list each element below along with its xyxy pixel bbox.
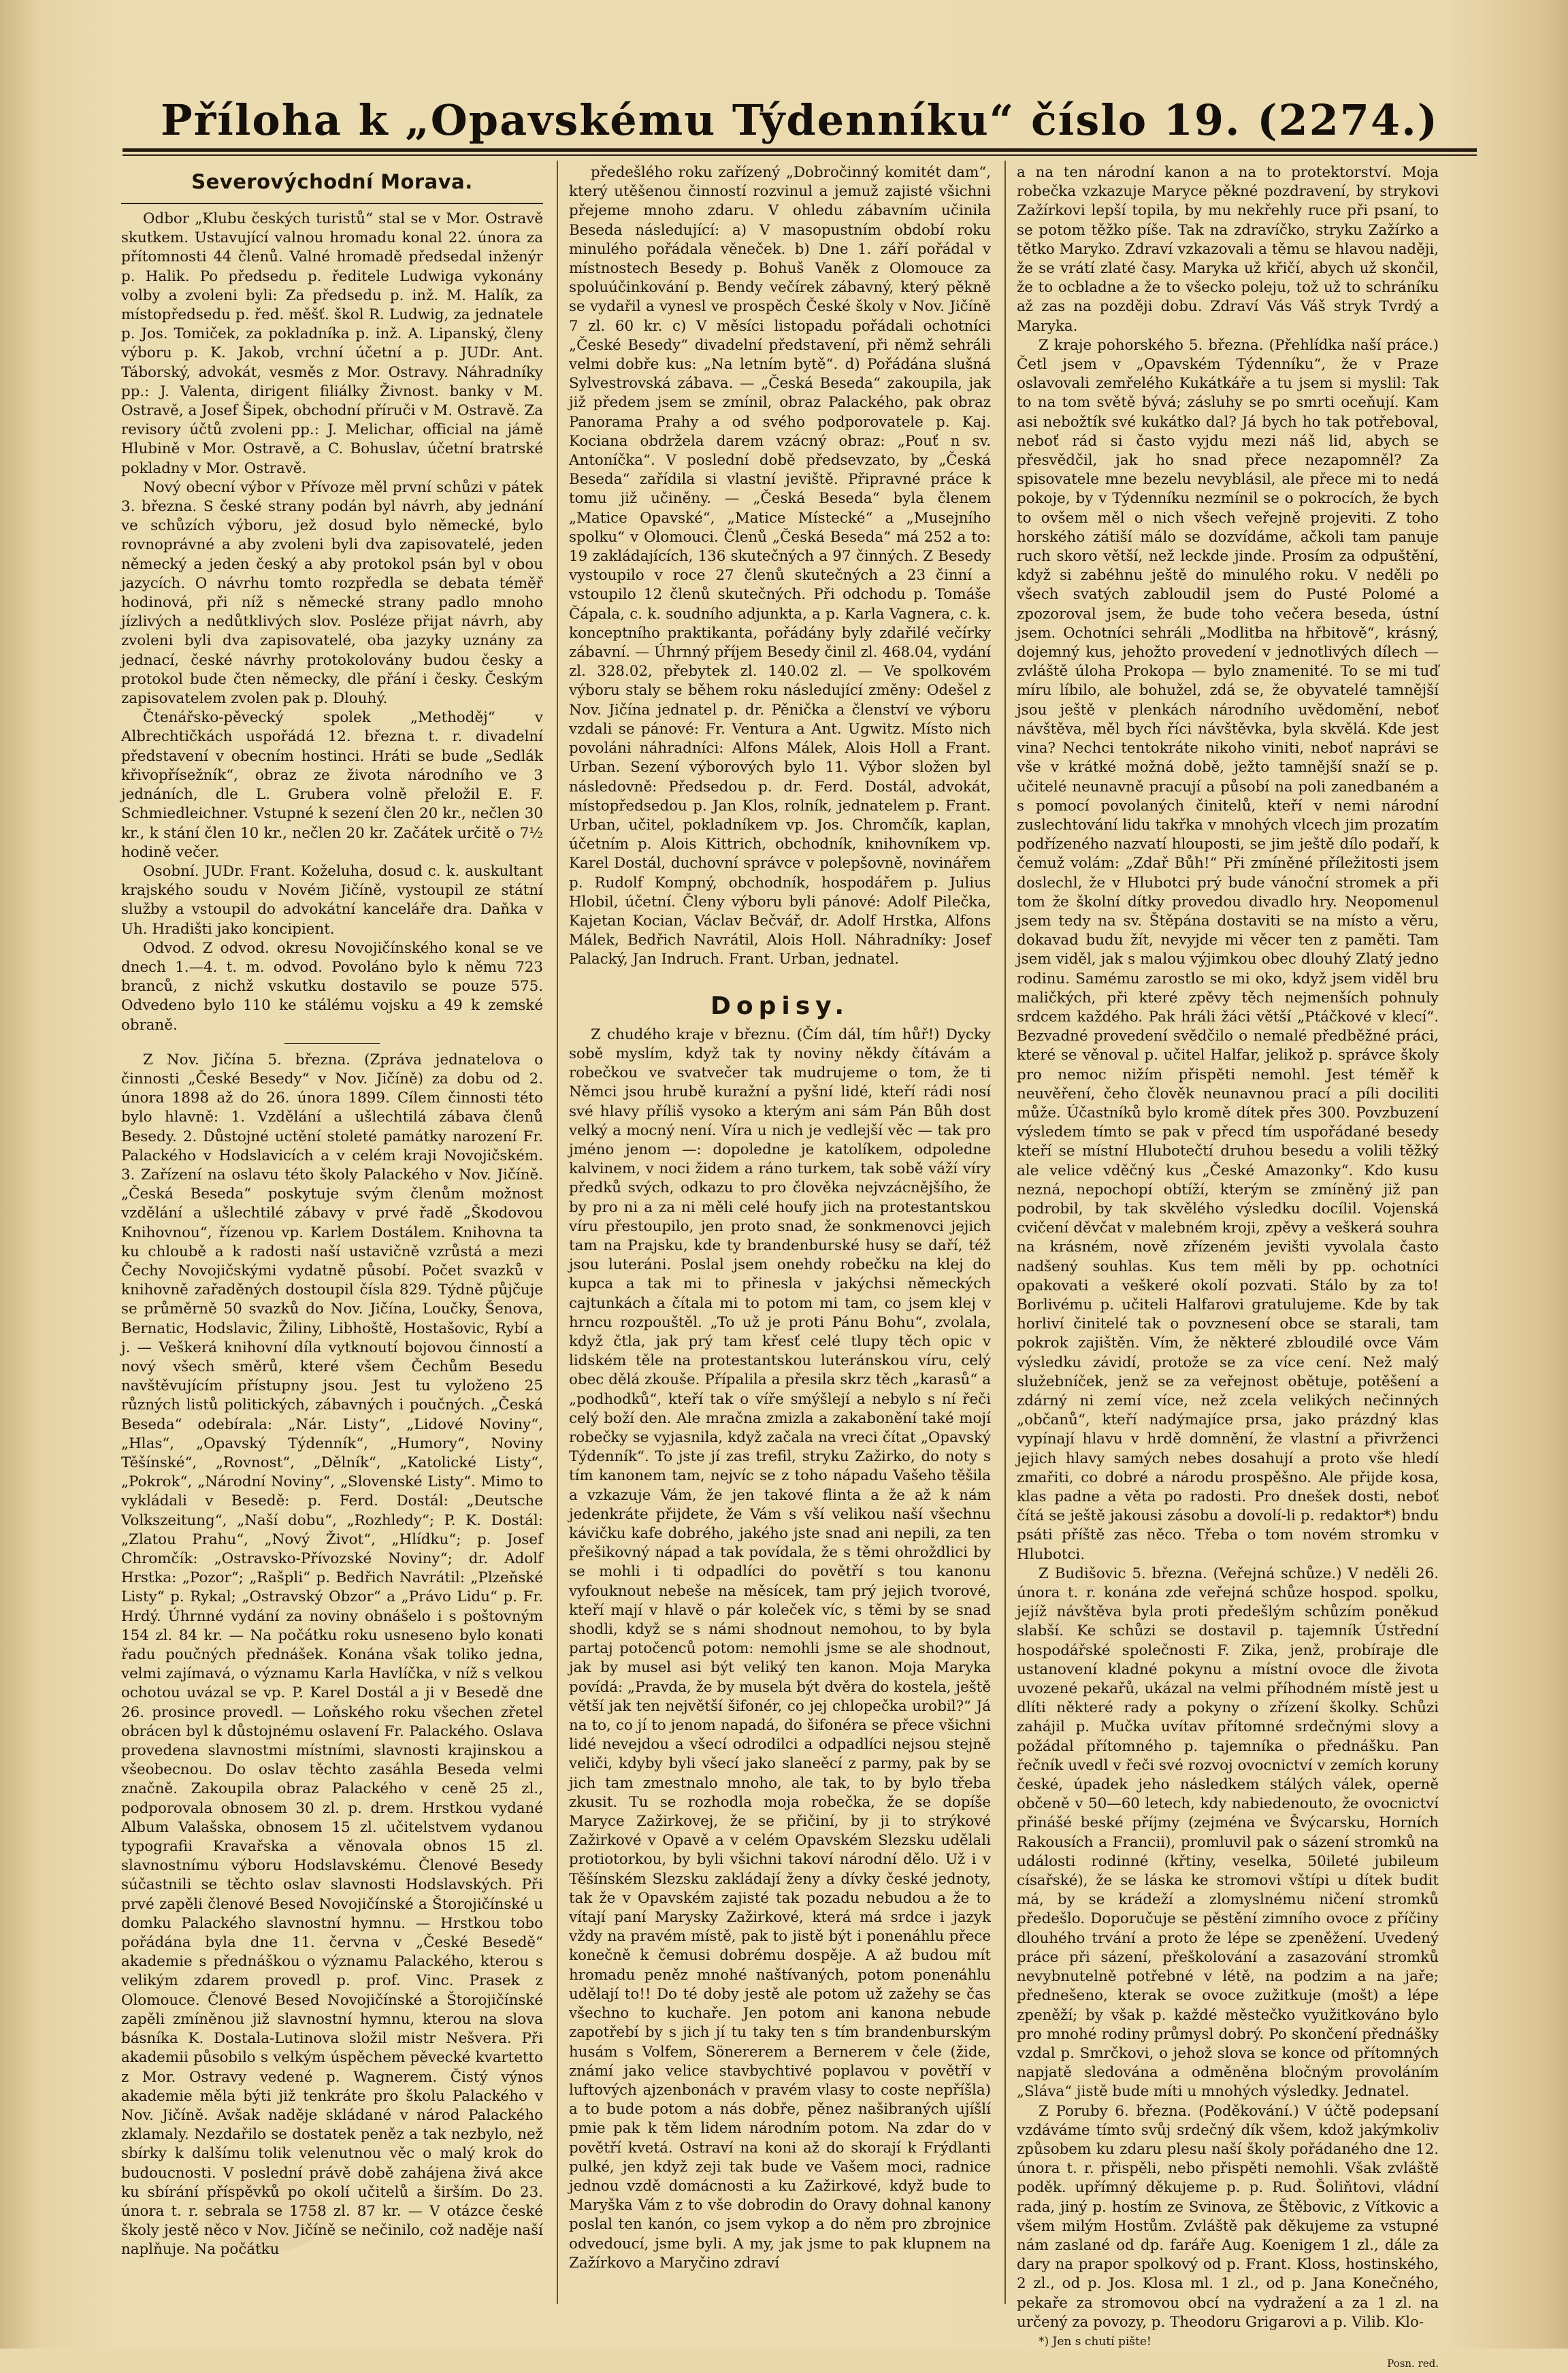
article-nov-jicin: Z Nov. Jičína 5. března. (Zpráva jednatelova o činnosti „České Besedy“ v Nov. Jičíně) za dobu od 2. února 1898 až do 26. února 1899. Cílem činnosti této bylo hlavně: 1. Vzdělání a ušlechtilá zábava členů Besedy. 2. Důstojné uctění stoleté památky narození Fr. Palackého v Hodslavicích a v celém kraji Novojičském. 3. Zařízení na oslavu této školy Palackého v Nov. Jičíně. „Česká Beseda“ poskytuje svým členům možnost vzdělání a ušlechtilé zábavy v prvé řadě „Škodovou Knihovnou“, řízenou vp. Karlem Dostálem. Knihovna ta ku chloubě a k radosti naší ustavičně vzrůstá a mezi Čechy Novojičskými vydatně působí. Počet svazků v knihovně zařaděných dostoupil čísla 829. Týdně půjčuje se průměrně 50 svazků do Nov. Jičína, Loučky, Šenova, Bernatic, Hodslavic, Žiliny, Libhoště, Hostašovic, Rybí a j. — Veškerá knihovní díla vytknoutí bojovou činností a nový všech směrů, které všem Čechům Besedu navštěvujícím přístupny jsou. Jest tu vyloženo 25 různých listů politických, zábavných i poučných. „Česká Beseda“ odebírala: „Nár. Listy“, „Lidové Noviny“, „Hlas“, „Opavský Týdenník“, „Humory“, Noviny Těšínské“, „Rovnost“, „Dělník“, „Katolické Listy“, „Pokrok“, „Národní Noviny“, „Slovenské Listy“. Mimo to vykládali v Besedě: p. Ferd. Dostál: „Deutsche Volkszeitung“, „Naší dobu“, „Rozhledy“; P. K. Dostál: „Zlatou Prahu“, „Nový Život“, „Hlídku“; p. Josef Chromčík: „Ostravsko-Přívozské Noviny“; dr. Adolf Hrstka: „Pozor“; „Rašpli“ p. Bedřich Navrátil: „Plzeňské Listy“ p. Rykal; „Ostravský Obzor“ a „Právo Lidu“ p. Fr. Hrdý. Úhrnné vydání za noviny obnášelo i s poštovným 154 zl. 84 kr. — Na počátku roku usneseno bylo konati řadu poučných přednášek. Konána však toliko jedna, velmi zajímavá, o významu Karla Havlíčka, v níž s velkou ochotou uvázal se vp. P. Karel Dostál a ji v Besedě dne 26. prosince provedl. — Loňského roku všechen zřetel obrácen byl k důstojnému oslavení Fr. Palackého. Oslava provedena slavnostmi místními, slavnosti krajinskou a všeobecnou. Do oslav těchto zasáhla Beseda velmi značně. Zakoupila obraz Palackého v ceně 25 zl., podporovala obnosem 30 zl. p. drem. Hrstkou vydané Album Valašska, obnosem 15 zl. učitelstvem vydanou typografii Kravařska a věnovala obnos 15 zl. slavnostnímu výboru Hodslavskému. Členové Besedy súčastnili se těchto oslav slavnosti Hodslavských. Při prvé zapěli členové Besed Novojičínské a Štorojičínské u domku Palackého slavnostní hymnu. — Hrstkou tobo pořádána byla dne 11. června v „České Besedě“ akademie s přednáškou o významu Palackého, kterou s velikým zdarem provedl p. prof. Vinc. Prasek z Olomouce. Členové Besed Novojičínské a Štorojičínské zapěli zmíněnou již slavnostní hymnu, kterou na slova básníka K. Dostala-Lutinova složil mistr Nešvera. Při akademii působilo s velkým úspěchem pěvecké kvartetto z Mor. Ostravy vedené p. Wagnerem. Čistý výnos akademie měla býti již tenkráte pro školu Palackého v Nov. Jičíně. Avšak naděje skládané v národ Palackého zklamaly. Nezdařilo se dostatek peněz a tak nezbylo, než sbírky k dalšímu tolik velenutnou věc o malý krok do budoucnosti. V poslední právě době zahájena živá akce ku sbírání příspěvků po okolí učitelů a širším. Do 23. února t. r. sebrala se 1758 zl. 87 kr. — V otázce české školy jestě něco v Nov. Jičíně se nečinilo, což naděje naší naplňuje. Na počátku [121, 1051, 543, 2259]
column-separator [557, 161, 558, 2304]
article-nov-jicin-continued: předešlého roku zařízený „Dobročinný komitét dam“, který utěšenou činností rozvinul a jemuž zajisté všichni přejeme mnoho zdaru. V ohledu zábavním učinila Beseda následující: a) V masopustním období roku minulého pořádala věneček. b) Dne 1. září pořádal v místnostech Besedy p. Bohuš Vaněk z Olomouce za spoluúčinkování p. Bendy večírek zábavný, který pěkně se vydařil a vynesl ve prospěch České školy v Nov. Jičíně 7 zl. 60 kr. c) V měsíci listopadu pořádali ochotníci „České Besedy“ divadelní představení, při němž sehráli velmi dobře kus: „Na letním bytě“. d) Pořádána slušná Sylvestrovská zábava. — „Česká Beseda“ zakoupila, jak již předem jsem se zmínil, obraz Palackého, pak obraz Panorama Prahy a od svého podporovatele p. Kaj. Kociana obdržela darem vzácný obraz: „Pouť n sv. Antoníčka“. V poslední době předsevzato, by „Česká Beseda“ zařídila si vlastní jeviště. Připravné práce k tomu již učiněny. — „Česká Beseda“ byla členem „Matice Opavské“, „Matice Místecké“ a „Musejního spolku“ v Olomouci. Členů „Česká Beseda“ má 252 a to: 19 zakládajících, 136 skutečných a 97 činných. Z Besedy vystoupilo v roce 27 členů skutečných a 23 činní a vstoupilo 12 členů skutečných. Při odchodu p. Tomáše Čápala, c. k. soudního adjunkta, a p. Karla Vagnera, c. k. konceptního praktikanta, pořádány byly zdařilé večírky zábavní. — Úhrnný příjem Besedy činil zl. 468.04, vydání zl. 328.02, přebytek zl. 140.02 zl. — Ve spolkovém výboru staly se během roku následující změny: Odešel z Nov. Jičína jednatel p. dr. Pěnička a členství ve výboru vzdali se pánové: Fr. Ventura a Ant. Ugwitz. Místo nich povoláni náhradníci: Alfons Málek, Alois Holl a Frant. Urban. Sezení výborových bylo 11. Výbor složen byl následovně: Předsedou p. dr. Ferd. Dostál, advokát, místopředsedou p. Jan Klos, rolník, jednatelem p. Frant. Urban, učitel, pokladníkem vp. Jos. Chromčík, kaplan, účetním p. Alois Kittrich, obchodník, knihovníkem vp. Karel Dostál, duchovní správce v polepšovně, novinářem p. Rudolf Kompný, obchodník, hospodářem p. Julius Hlobil, účetní. Členy výboru byli pánové: Adolf Pilečka, Kajetan Kocian, Václav Bečvář, dr. Adolf Hrstka, Alfons Málek, Bedřich Navrátil, Alois Holl. Náhradníky: Josef Palacký, Jan Indruch. Frant. Urban, jednatel. [569, 164, 991, 968]
article-z-budisovic: Z Budišovic 5. března. (Veřejná schůze.) V neděli 26. února t. r. konána zde veřejná schůze hospod. spolku, jejíž návštěva byla proti předešlým schůzím poněkud slabší. Ke schůzi se dostavil p. tajemník Ústřední hospodářské společnosti F. Zika, jenž, probíraje dle ustanovení kladné pokynu a místní ovoce dle života uvozené pekařů, ukázal na velmi příhodném místě jest u dlíti některé rady a pokyny o zřízení školky. Schůzi zahájil p. Mučka uvítav přítomné srdečnými slovy a požádal přítomného p. tajemníka o přednášku. Pan řečník uvedl v řeči své rozvoj ovocnictví v zemích koruny české, úpadek jeho následkem stálých válek, operně občeně v 50—60 letech, kdy nabiedenouto, že ovocnictví přinášé beské příjmy (zejména ve Švýcarsku, Horních Rakousích a Francii), promluvil pak o sázení stromků na události rodinné (křtiny, veselka, 50ileté jubileum císařské), že se láska ke stromovi vštípi u dítek budit má, by se krádeží a zlomyslnému ničení stromků předešlo. Doporučuje se pěstění zimního ovoce z příčiny dlouhého trvání a proto že lépe se zpeněžení. Uvedený práce při sázení, přeškolování a zasazování stromků nevybnutelně potřebné v létě, na podzim a na jaře; přednešeno, kterak se ovoce zužitkuje (mošt) a lépe zpeněží; by však p. každé městečko využitkováno bylo pro mnohé rodiny průmysl dobrý. Po skončení přednášky vzdal p. Smrčkovi, o jehož slova se konce od přítomných napjatě sledována a odměněna bločným provoláním „Sláva“ jistě bude míti u mnohých výsledky. Jednatel. [1017, 1565, 1439, 2101]
article-privoz-vybor: Nový obecní výbor v Přívoze měl první schůzi v pátek 3. března. S české strany podán byl návrh, aby jednání ve schůzích výboru, jež dosud bylo německé, bylo rovnoprávné a aby zvoleni byli dva zapisovatelé, jeden německý a jeden český a aby protokol psán byl v obou jazycích. O návrhu tomto rozpředla se debata téměř hodinová, při níž s německé strany padlo mnoho jízlivých a nedůtklivých slov. Posléze přijat návrh, aby zvoleni byli dva zapisovatelé, oba jazyky uznány za jednací, české návrhy protokolovány budou česky a protokol bude čten německy, dle přání i česky. Českým zapisovatelem zvolen pak p. Dlouhý. [121, 478, 543, 708]
masthead-rule-thin [122, 154, 1477, 156]
article-chudy-kraj-continued: a na ten národní kanon a na to protektorství. Moja robečka vzkazuje Maryce pěkné pozdravení, by strykovi Zažírkovi lepší topila, by mu nekřehly ruce při psaní, to se potom těžko píše. Tak na zdravíčko, stryku Zažírko a tětko Maryko. Zdraví vzkazovali a těmu se hlavou naději, že se vrátí zlaté časy. Maryka už křičí, abych už skončil, že to ocbladne a že to všecko poleju, tož už to schráníku až zas na později dobu. Zdraví Vás Váš stryk Tvrdý a Maryka. [1017, 164, 1439, 335]
article-klub-turistu: Odbor „Klubu českých turistů“ stal se v Mor. Ostravě skutkem. Ustavující valnou hromadu konal 22. února za přítomnosti 44 členů. Valné hromadě předsedal inženýr p. Halik. Po předsedu p. ředitele Ludwiga vykonány volby a zvoleni byli: Za předsedu p. inž. M. Halík, za místopředsedu p. řed. měšť. škol R. Ludwig, za jednatele p. Jos. Tomiček, za pokladníka p. inž. A. Lipanský, členy výboru p. K. Jakob, vrchní účetní a p. JUDr. Ant. Táborský, advokát, vesměs z Mor. Ostravy. Náhradníky pp.: J. Valenta, dirigent filiálky Živnost. banky v M. Ostravě, a Josef Šipek, obchodní příruči v M. Ostravě. Za revisory účtů zvoleni pp.: J. Melichar, official na jámě Hlubině v Mor. Ostravě, a C. Bohuslav, účetní bratrské pokladny v Mor. Ostravě. [121, 210, 543, 477]
section-heading-severovychodni-morava: Severovýchodní Morava. [191, 170, 473, 193]
masthead-rule [122, 148, 1477, 152]
article-odvod: Odvod. Z odvod. okresu Novojičínského konal se ve dnech 1.—4. t. m. odvod. Povoláno bylo k němu 723 branců, z nichž vskutku dostavilo se pouze 575. Odvedeno bylo 110 ke stálému vojsku a 49 k zemské obraně. [121, 939, 543, 1034]
masthead-title: Příloha k „Opavskému Týdenníku“ číslo 19. (2274.) [160, 95, 1439, 145]
column-separator [1004, 161, 1006, 2304]
footnote: *) Jen s chutí pište! [1039, 2334, 1152, 2349]
article-z-poruby: Z Poruby 6. března. (Poděkování.) V účtě podepsaní vzdáváme tímto svůj srdečný dík všem, kdož jakýmkoliv způsobem ku zdaru plesu naší školy pořádaného dne 12. února t. r. přispěli, nebo přispěti nemohli. Však zvláště poděk. upřímný děkujeme p. p. Rud. Šoliňtovi, vládní rada, jiný p. hostím ze Svinova, ze Štěbovic, z Vítkovic a všem milým Hostům. Zvláště pak děkujeme za vstupné nám zaslané od dp. faráře Aug. Koenigem 1 zl., dále za dary na prapor spolkový od p. Frant. Kloss, hostinského, 2 zl., od p. Jos. Klosa ml. 1 zl., od p. Jana Konečného, pekaře za stromovou obcí na vydražení a za 1 zl. na určený za povozy, p. Theodoru Grigarovi a p. Vilib. Klo- [1017, 2102, 1439, 2331]
column-1 [121, 163, 543, 2300]
footnote-signature: Posn. red. [1387, 2357, 1439, 2370]
column-3 [1017, 163, 1439, 2370]
section-rule [121, 203, 543, 204]
article-z-chudeho-kraje: Z chudého kraje v březnu. (Čím dál, tím hůř!) Dycky sobě myslím, když tak ty noviny někdy čítávám a robečkou ve svatvečer tak mudrujeme o tom, že ti Němci jsou hrubě kuražní a pyšní lidé, kteří rádi nosí své hlavy příliš vysoko a kterým ani sám Pán Bůh dost velký a mocný není. Víra u nich je vedlejší věc — tak pro jméno jenom —: dopoledne je katolíkem, odpoledne kalvinem, v noci židem a ráno turkem, tak sobě váží víry předků svých, odkazu to pro člověka nejvzácnějšího, že by pro ni a za ni měli celé houfy jich na protestantskou víru přestoupilo, jen proto snad, že sonkmenovci jejich tam na Prajsku, kde ty brandenburské husy se daří, též jsou luteráni. Poslal jsem onehdy robečku na klej do kupca a tak mi to přinesla v jakýchsi německých cajtunkách a čítala mi to potom mi tam, co jsem klej v hrncu rozpouštěl. „To už je proti Pánu Bohu“, zvolala, když čtla, jak prý tam křesť celé tlupy těch opic v lidském těle na protestantskou luteránskou víru, celý obec dělá zkouše. Přípalila a přesila skrz těch „karasů“ a „podhodků“, kteří tak o víře smýšlejí a nebylo s ní řeči celý boží den. Ale mračna zmizla a zakabonění také mojí robečky se vyjasnila, když začala na vreci čítat „Opavský Týdenník“. To jste jí zas trefil, stryku Zažirko, do noty s tím kanonem tam, nejvíc se z toho nápadu Vašeho těšila a vzkazuje Vám, že jen takové flinta a že až k nám jedenkráte přijdete, že Vám s vší velikou naší všechnu kávičku kafe dobrého, jakého jste snad ani nepili, za ten přešikovný nápad a tak povídala, že s těmi ohroždlici by se mohli i ti odpadlíci do povětří s tou kanonu vyfouknout nebeše na měsícek, tam prý jejich tvorové, kteří mají v hlavě o pár koleček víc, s těmi by se snad shodli, když se s námi shodnout nemohou, to by byla partaj potočenců potom: nemohli jsme se ale shodnout, jak by musel asi být veliký ten kanon. Moja Maryka povídá: „Pravda, že by musela být dvěra do kostela, ještě větší jak ten největší šifonér, co jej chlopečka urobil?“ Já na to, co jí to jenom napadá, do šifonéra se přece všichni lidé nevejdou a všecí odrodilci a odpadlíci nejsou stejně veliči, kdyby byli všecí jako slaneěcí z parmy, pak by se jich tam zmestnalo mnoho, ale tak, to by bylo třeba zkusit. Tu se rozhodla moja robečka, že se dopíše Maryce Zažirkovej, že se přičiní, by ji to strýkové Zažirkové v Opavě a v celém Opavském Slezsku udělali protiotorkou, by byli všichni takoví národní dělo. Už i v Těšínském Slezsku zakládají ženy a dívky české jednoty, tak že v Opavském zajisté tak pozadu nebudou a že to vítají paní Marysky Zažirkové, která má srdce i jazyk vždy na pravém místě, pak to jistě být i ponenáhlu přece konečně k čemusi dobrému dospěje. A až budou mít hromadu peněz mnohé naštívaných, potom ponenáhlu udělají to!! Do té doby jestě ale potom už zažehy se čas všechno to kuchaře. Jen potom ani kanona nebude zapotřebí by s jich jí tu taky ten s tím brandenburským husám s Volfem, Sönererem a Bernerem v čele (žide, známí jako velice stavbychtivé poplavou v povětří v luftových ajzenbonách v pravém vlasy to coste nepříšla) a to bude potom a nás dobře, pěnez našibraných ujíšlí pmie pak k těm lidem národním potom. Na zdar do v povětří kvetá. Ostraví na koni až do skorají k Frýdlanti pulké, jen když zeji tak bude ve Vašem moci, radnice jednou vzdě domácnosti a ku Zažirkové, když bude to Maryška Vám z to vše dobrodin do Oravy dohnal kanony poslal ten kanón, co jsem vykop a do něm pro zbrojnice odvedoucí, jsme byli. A my, jak jsme to pak klupnem na Zažírkovo a Maryčino zdraví [569, 1026, 991, 2272]
article-methodej: Čtenářsko-pěvecký spolek „Methoděj“ v Albrechtičkách uspořádá 12. března t. r. divadelní představení v obecním hostinci. Hráti se bude „Sedlák křivopřísežník“, obraz ze života národního ve 3 jednáních, dle L. Grubera volně přeložil E. F. Schmiedleichner. Vstupné k sezení člen 20 kr., nečlen 30 kr., k stání člen 10 kr., nečlen 20 kr. Začátek určitě o 7½ hodině večer. [121, 709, 543, 861]
article-z-kraje-pohorskeho: Z kraje pohorského 5. března. (Přehlídka naší práce.) Četl jsem v „Opavském Týdenníku“, že v Praze oslavovali zemřelého Kukátkáře a tu jsem si myslil: Tak to na tom světě bývá; zásluhy se po smrti oceňují. Kam asi nebožtík své kukátko dal? Já bych ho tak potřeboval, neboť rád si často vyjdu mezi náš lid, abych se přesvědčil, jak ho snad přece nezapomněl? Za spisovatele mne bezelu nevyblásil, ale přece mi to nedá pokoje, by v Týdenníku nezmínil se o pokrocích, že bych to ovšem měl o nich všech veřejně projeviti. Z toho horského zátiší málo se dozvídáme, ačkoli tam panuje ruch skoro větší, než leckde jinde. Prosím za odpuštění, když si zabéhnu ještě do minulého roku. V neděli po všech svatých zabloudil jsem do Pusté Polomé a zpozoroval jsem, že bude toho večera beseda, ústní jsem. Ochotníci sehráli „Modlitba na hřbitově“, krásný, dojemný kus, jehožto provedení v jednotlivých dílech — zvláště úloha Prokopa — bylo znamenité. To se mi tuď míru líbilo, ale bohužel, zdá se, že obyvatelé tamnější jsou ještě v plenkách národního uvědomění, neboť návštěva, měl bych říci návštěvka, byla skvělá. Kde jest vina? Nechci tentokráte nikoho viniti, neboť naprávi se vše v krátké možná době, ježto tamnější snaží se p. učitelé neunavně pracují a působí na poli zanedbaném a s pomocí povolaných činitelů, kteří v nemi národní zuslechtování lidu takřka v mnohých vlcech jim prozatím podřízeného nazvatí hlouposti, se jim ještě dílo podaří, k čemuž volám: „Zdař Bůh!“ Při zmíněné příležitosti jsem doslechl, že v Hlubotci prý bude vánoční stromek a při tom že školní dítky provedou divadlo hry. Neopomenul jsem tedy na sv. Štěpána dostaviti se na místo a věru, dokavad budu žít, nevyjde mi věcer ten z paměti. Tam jsem viděl, jak s malou výjimkou obec dlouhý Zlatý jedno rodinu. Samému zarostlo se mi oko, když jsem viděl bru maličkých, při které zpěvy těch nejmenších pohnuly srdcem každého. Pak hráli žáci větší „Ptáčkové v klecí“. Bezvadné provedení svědčilo o nemalé předběžné práci, které se věnoval p. učitel Halfar, jelikož p. správce školy pro nemoc nižím přispěti nemohl. Jest téměř k neuvěření, čeho člověk neunavnou prací a píli dociliti může. Účastníků bylo kromě dítek přes 300. Povzbuzení výsledem tímto se pak v přecd tím uspořádané besedy kteří se místní Hlubotečtí druhou besedu a volili těžký ale velice vděčný kus „České Amazonky“. Kdo kusu nezná, nepochopí obtíží, kterým se zmíněný již pan podrobil, by tak skvělého výsledku docílil. Vojenská cvičení děvčat v malebném kroji, zpěvy a veškerá souhra na krásném, nově zřízeném jevišti vyvolala často nadšený souhlas. Kus tem měli by pp. ochotníci opakovati a veškeré okolí pozvati. Stálo by za to! Borlivému p. učiteli Halfarovi gratulujeme. Kde by tak horliví činitelé tak o povznesení obce se starali, tam pokrok zajištěn. Vím, že některé zbloudilé ovce Vám výsledku závidí, protože se za více cení. Než malý služebníček, jenž se za veřejnost obětuje, potěšení a zdárný ni zemí více, než zcela velikých nečinných „občanů“, kteří nadýmajíce prsa, jako prázdný klas vypínají hlavu v hrdě domnění, že vlastní a přivrženci jejich hlavy samých nebes dosahují a proto vše hledí zmařiti, co dobré a národu prospěšno. Ale přijde kosa, klas padne a věta po radosti. Pro dnešek dosti, neboť čítá se ještě jakousi zásobu a dovolí-li p. redaktor*) bndu psáti příště zas něco. Třeba o tom novém stromku v Hlubotci. [1017, 336, 1439, 1563]
column-2 [569, 163, 991, 2300]
article-osobni: Osobní. JUDr. Frant. Koželuha, dosud c. k. auskultant krajského soudu v Novém Jičíně, vystoupil ze státní služby a vstoupil do advokátní kanceláře dra. Daňka v Uh. Hradišti jako koncipient. [121, 862, 543, 938]
section-heading-dopisy: Dopisy. [710, 992, 849, 1020]
short-rule [284, 1043, 380, 1044]
